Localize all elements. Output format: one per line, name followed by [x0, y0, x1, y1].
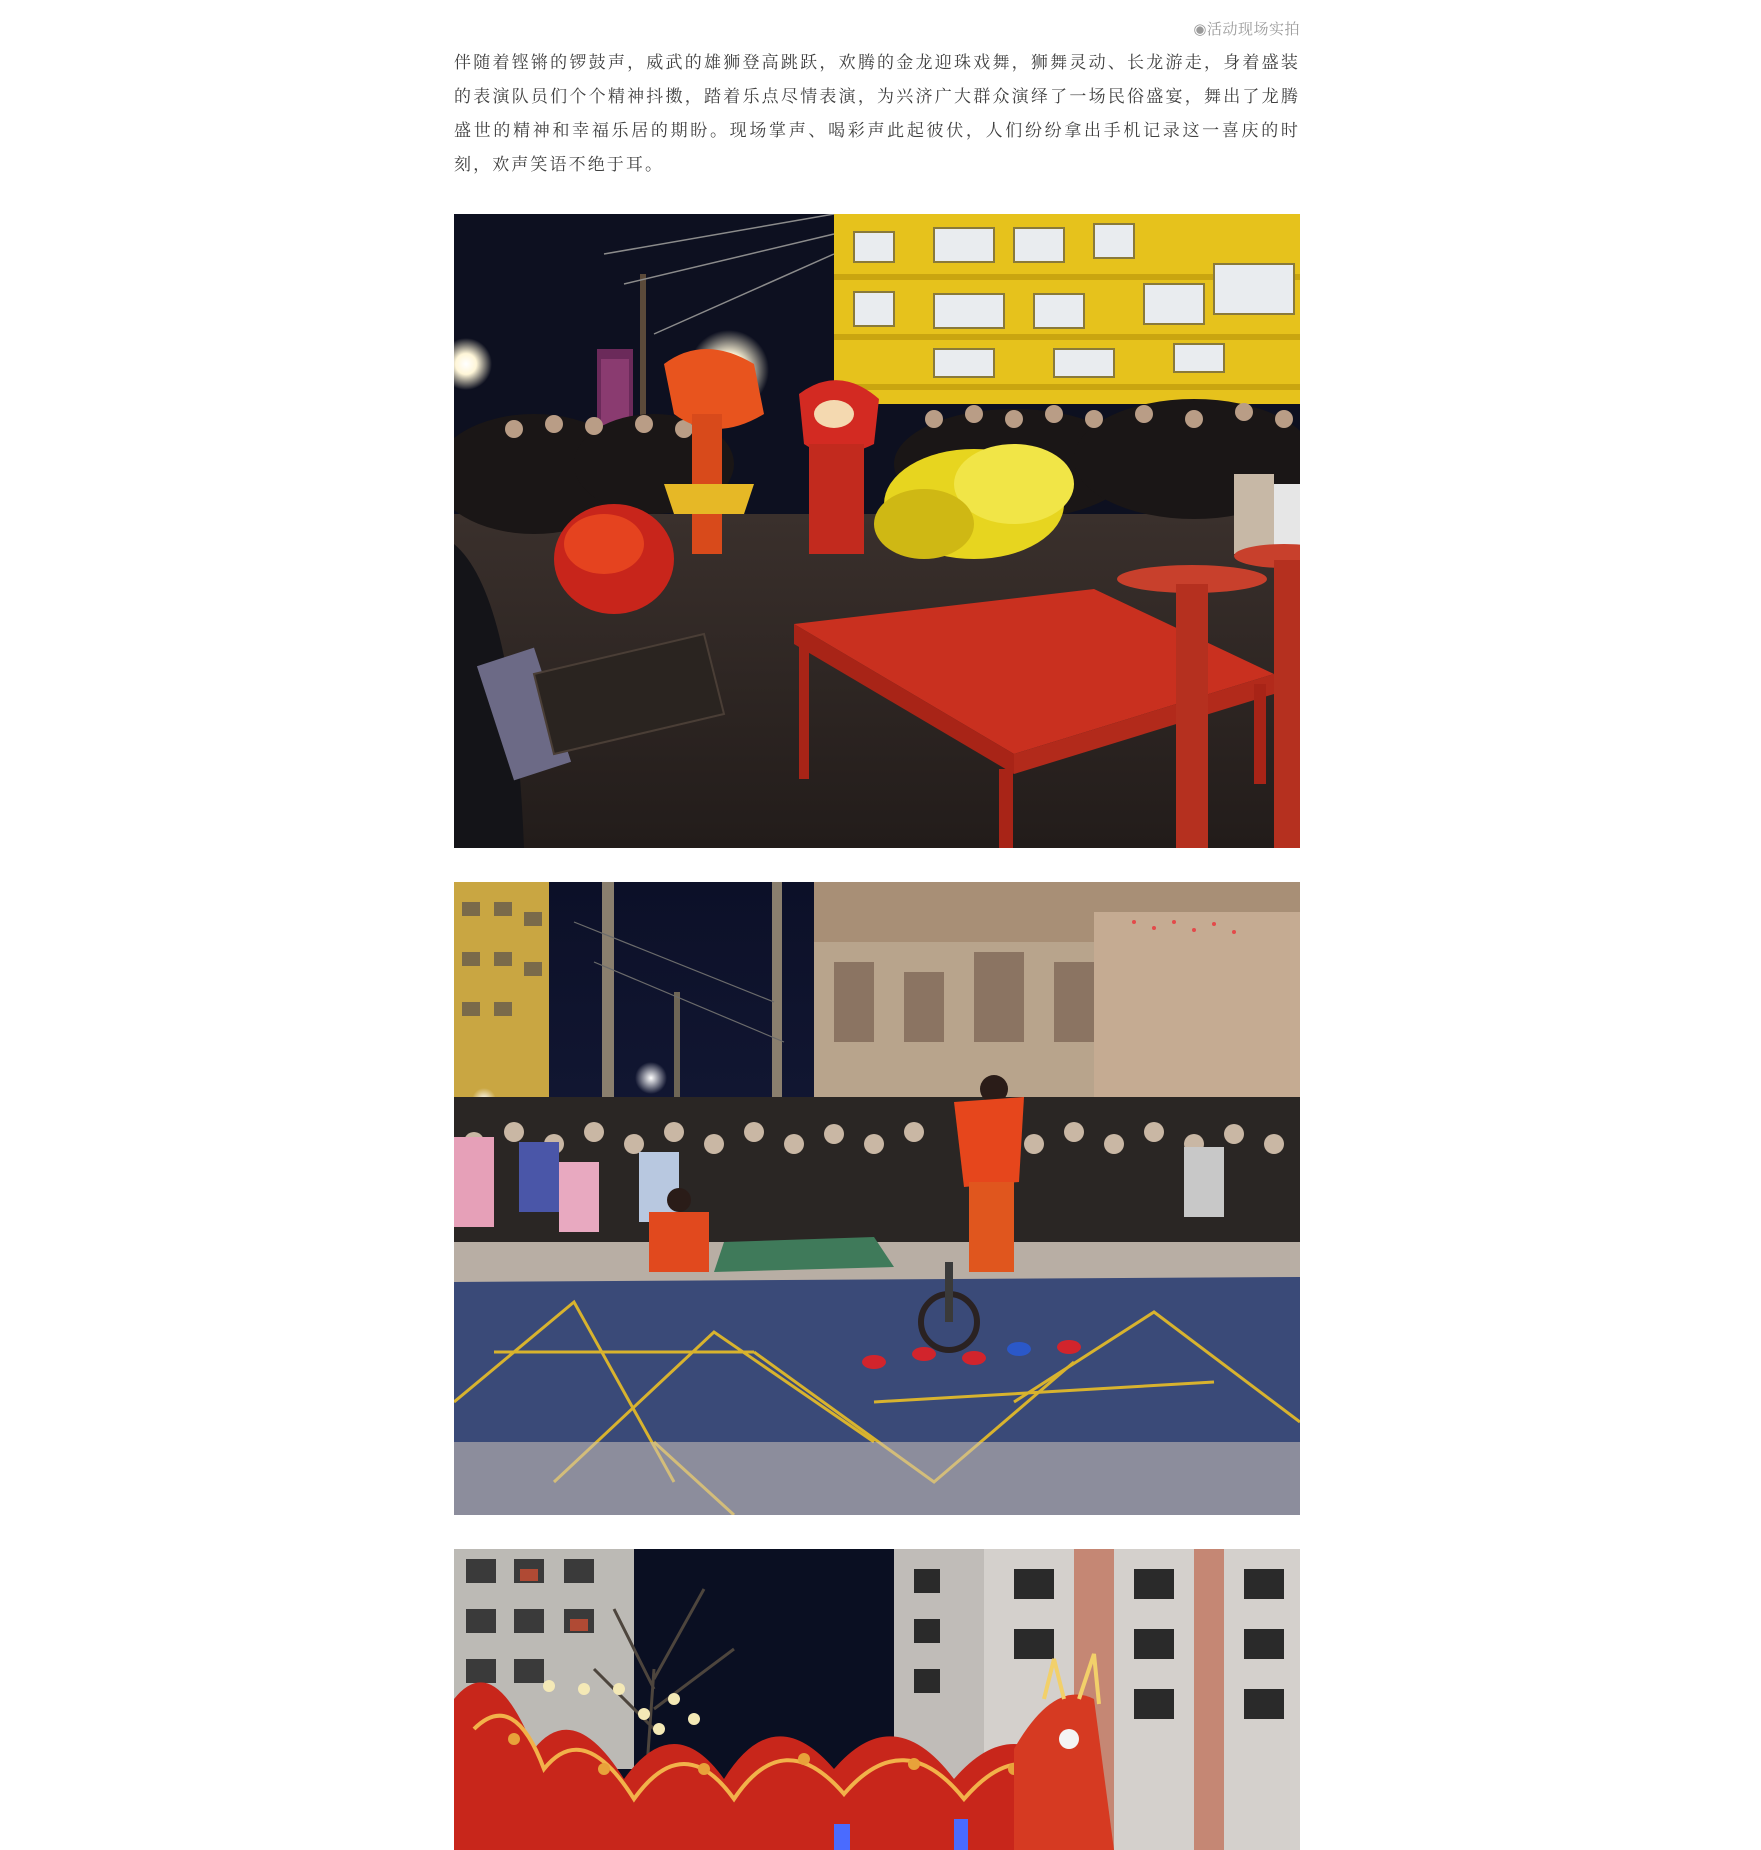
caption-text: ◉活动现场实拍	[1193, 20, 1300, 38]
article-paragraph: 伴随着铿锵的锣鼓声，威武的雄狮登高跳跃，欢腾的金龙迎珠戏舞，狮舞灵动、长龙游走，身着盛装的表演队员们个个精神抖擞，踏着乐点尽情表演，为兴济广大群众演绎了一场民俗盛宴，舞出了龙腾盛世的精神和幸福乐居的期盼。现场掌声、喝彩声此起彼伏，人们纷纷拿出手机记录这一喜庆的时刻，欢声笑语不绝于耳。	[454, 53, 1300, 175]
lion-dance-photo	[454, 214, 1300, 848]
dragon-dance-photo	[454, 1549, 1300, 1850]
photo-caption	[1193, 18, 1300, 39]
unicycle-acrobat-photo	[454, 882, 1300, 1515]
